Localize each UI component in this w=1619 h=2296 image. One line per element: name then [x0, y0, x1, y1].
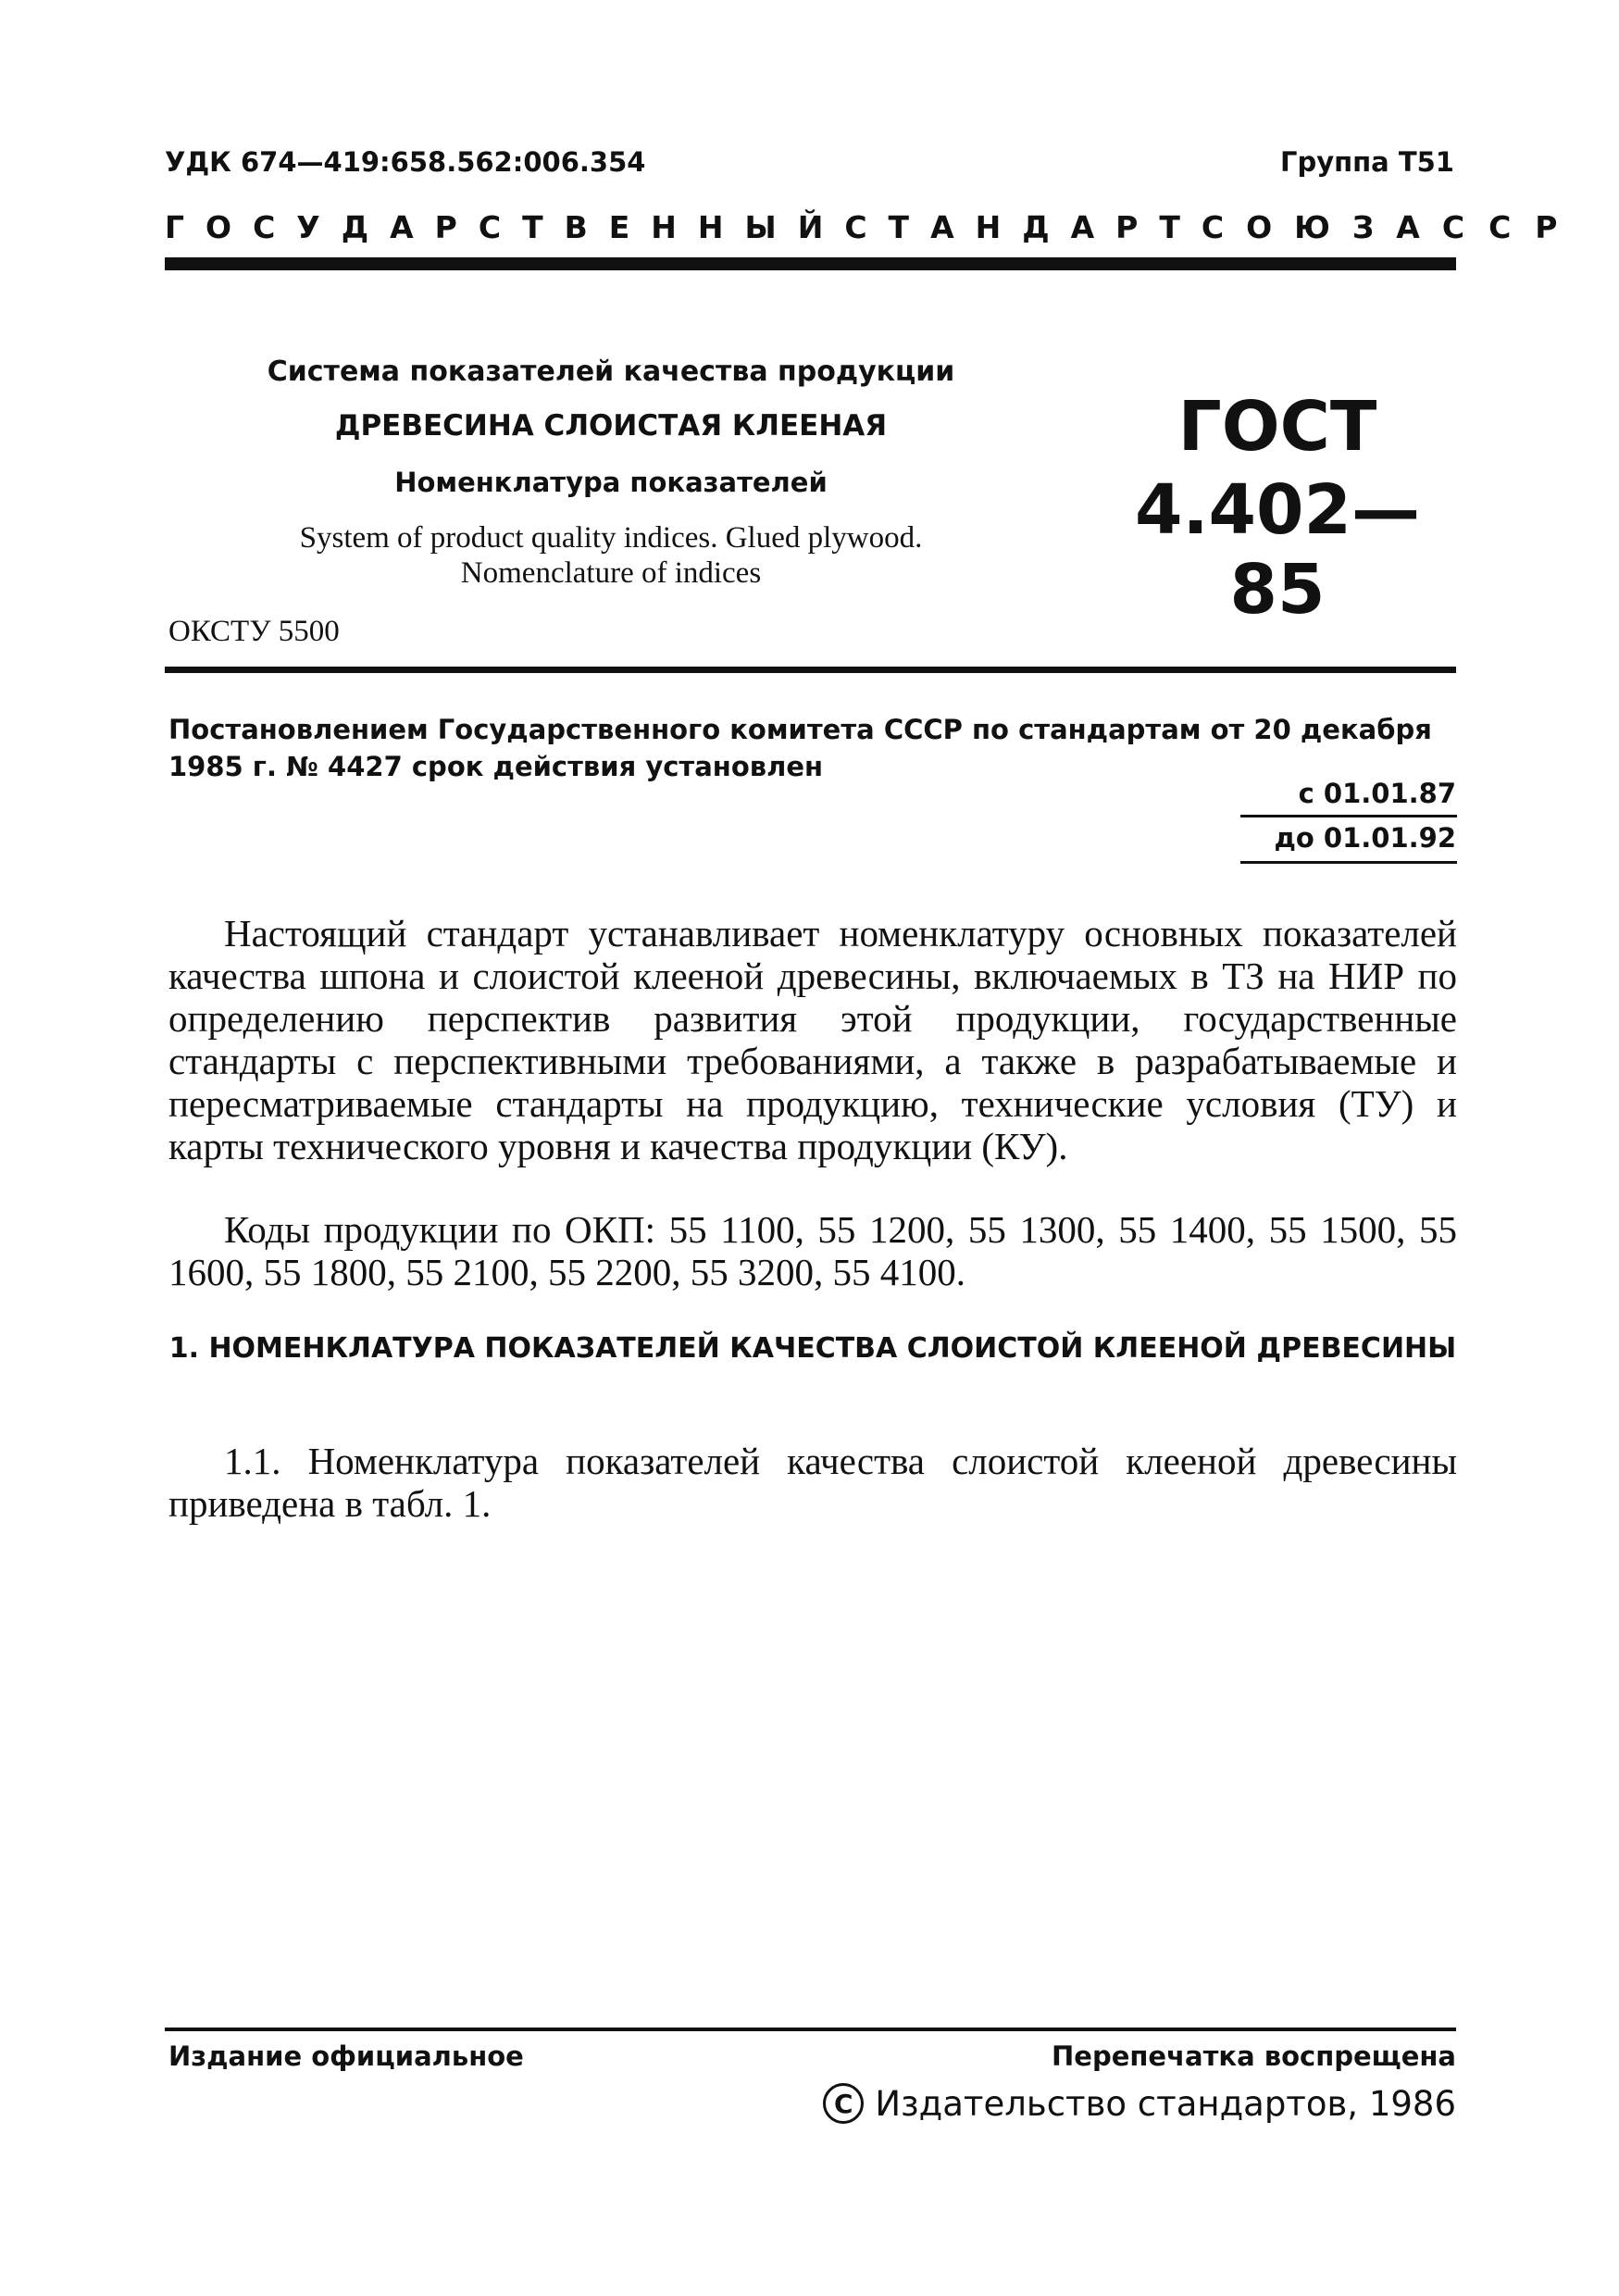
footer-rule	[165, 2028, 1456, 2031]
gost-number: 4.402—85	[1134, 470, 1421, 630]
udk-code: УДК 674—419:658.562:006.354	[165, 146, 646, 178]
copyright-icon: C	[823, 2083, 864, 2124]
date-rule-1	[1240, 815, 1457, 817]
document-subtitle: Номенклатура показателей	[394, 467, 828, 498]
decree-text: Постановлением Государственного комитета СССР по стандартам от 20 декабря 1985 г. № 4427 срок действия установлен	[168, 714, 1432, 782]
state-standard-word: СОЮЗА	[1201, 209, 1442, 245]
reprint-prohibited-label: Перепечатка воспрещена	[1052, 2040, 1456, 2072]
english-title-line1: System of product quality indices. Glued plywood.	[299, 521, 923, 555]
section-paragraph: 1.1. Номенклатура показателей качества слоистой клееной древесины приведена в табл. 1.	[168, 1440, 1457, 1525]
state-standard-word: ГОСУДАРСТВЕННЫЙ	[165, 209, 845, 245]
publisher-name: Издательство стандартов, 1986	[875, 2083, 1456, 2124]
effective-date-to: до 01.01.92	[1274, 822, 1456, 854]
header-rule	[165, 257, 1456, 270]
system-title: Система показателей качества продукции	[267, 356, 955, 388]
publisher-line	[823, 2083, 1456, 2124]
date-rule-2	[1240, 861, 1457, 864]
state-standard-heading	[165, 209, 1582, 245]
state-standard-word: ССР	[1441, 209, 1582, 245]
gost-label: ГОСТ	[1177, 387, 1377, 467]
effective-date-from: с 01.01.87	[1298, 778, 1456, 809]
product-codes-paragraph: Коды продукции по ОКП: 55 1100, 55 1200, 55 1300, 55 1400, 55 1500, 55 1600, 55 1800, 55 2100, 55 2200, 55 3200, 55 4100.	[168, 1208, 1457, 1293]
document-title: ДРЕВЕСИНА СЛОИСТАЯ КЛЕЕНАЯ	[334, 409, 888, 443]
okstu-code: ОКСТУ 5500	[168, 615, 340, 648]
state-standard-word: СТАНДАРТ	[844, 209, 1202, 245]
intro-paragraph: Настоящий стандарт устанавливает номенклатуру основных показателей качества шпона и слоистой клееной древесины, включаемых в ТЗ на НИР по определению перспектив развития этой продукции, государственные стандарты с перспективными требованиями, а также в разрабатываемые и пересматриваемые стандарты на продукцию, технические условия (ТУ) и карты технического уровня и качества продукции (КУ).	[168, 912, 1457, 1167]
english-title-line2: Nomenclature of indices	[460, 556, 762, 590]
official-edition-label: Издание официальное	[168, 2040, 524, 2072]
english-title	[185, 520, 1037, 591]
group-code: Группа Т51	[1279, 146, 1454, 178]
section-heading: 1. НОМЕНКЛАТУРА ПОКАЗАТЕЛЕЙ КАЧЕСТВА СЛОИСТОЙ КЛЕЕНОЙ ДРЕВЕСИНЫ	[168, 1332, 1457, 1365]
title-rule	[165, 667, 1456, 673]
